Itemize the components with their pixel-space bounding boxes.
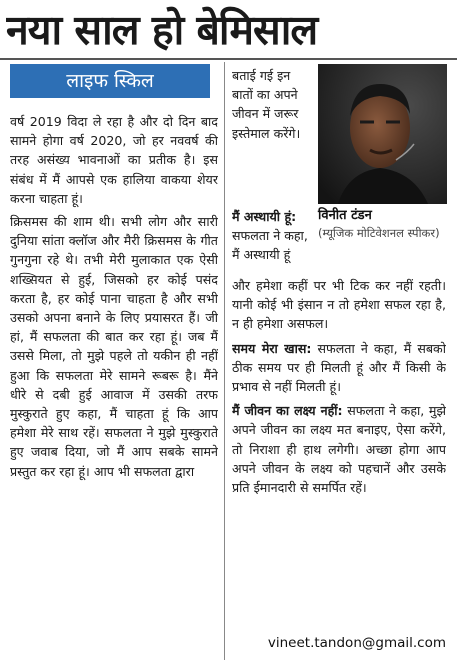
subhead-goal: मैं जीवन का लक्ष्य नहीं:: [232, 403, 343, 419]
author-role: (म्यूजिक मोटिवेशनल स्पीकर): [318, 226, 440, 240]
left-paragraph-2: क्रिसमस की शाम थी। सभी लोग और सारी दुनिया सांता क्लॉज और मैरी क्रिसमस के गीत गुनगुना रहे थे। तभी मेरी मुलाकात एक ऐसी शख्सियत से हुई, जिसको हर कोई पसंद करता है, हर कोई पाना चाहता है और सभी उसको अपना बनाने के लिए प्रयासरत हैं। जी हां, मैं सफलता की बात कर रहा हूं। जब मैं उससे मिला, तो मुझे पहले तो यकीन ही नहीं हुआ कि सफलता मेरे सामने रूबरू है। मैंने धीरे से दबी हुई आवाज में उसकी तरफ मुस्कुराते हुए कहा, मैं चाहता हूं कि आप हमेशा मेरे साथ रहें। सफलता ने मुझे मुस्कुराते हुए जवाब दिया, जो मैं आप सबके सामने प्रस्तुत कर रहा हूं। आप भी सफलता द्वारा: [10, 214, 218, 479]
headline: नया साल हो बेमिसाल: [6, 6, 318, 54]
author-caption: [318, 207, 453, 277]
author-name: विनीत टंडन: [318, 208, 372, 223]
left-paragraph-1: वर्ष 2019 विदा ले रहा है और दो दिन बाद सामने होगा वर्ष 2020, जो हर नववर्ष की तरह असंख्य भावनाओं का प्रतीक है। इस संबंध में मैं आपसे एक हालिया वाकया शेयर करना चाहता हूं।: [10, 114, 218, 206]
right-paragraph-1: [232, 276, 446, 334]
author-email: vineet.tandon@gmail.com: [267, 635, 446, 651]
section-banner: लाइफ स्किल: [10, 64, 210, 98]
right-paragraph-3: [232, 401, 446, 497]
left-column: [10, 112, 218, 660]
right-paragraph-2: [232, 339, 446, 397]
right-column: [232, 276, 446, 616]
subhead-temporary: मैं अस्थायी हूं:: [232, 209, 297, 224]
right-paragraph-3-text: सफलता ने कहा, मुझे अपने जीवन का लक्ष्य मत बनाइए, ऐसा करेंगे, तो निराशा ही हाथ लगेगी। अच्छा होगा आप अपने जीवन के लक्ष्य को पहचानें और उसके प्रति ईमानदारी से समर्पित रहें।: [232, 403, 446, 496]
right-mid-text: [232, 207, 314, 277]
right-mid-body: सफलता ने कहा, मैं अस्थायी हूं: [232, 228, 308, 263]
headline-rule: [0, 58, 457, 60]
right-top-text: बताई गई इन बातों का अपने जीवन में जरूर इस्तेमाल करेंगे।: [232, 68, 301, 141]
right-paragraph-1-text: और हमेशा कहीं पर भी टिक कर नहीं रहती। यानी कोई भी इंसान न तो हमेशा सफल रहा है, न ही हमेशा असफल।: [232, 278, 446, 332]
right-paragraph-2-text: सफलता ने कहा, मैं सबको ठीक समय पर ही मिलती हूं और मैं किसी के प्रभाव से नहीं मिलती हूं।: [232, 340, 446, 395]
portrait-image: [318, 64, 447, 204]
author-photo: [318, 64, 447, 204]
column-divider: [224, 62, 225, 660]
subhead-time: समय मेरा खास:: [232, 340, 312, 356]
